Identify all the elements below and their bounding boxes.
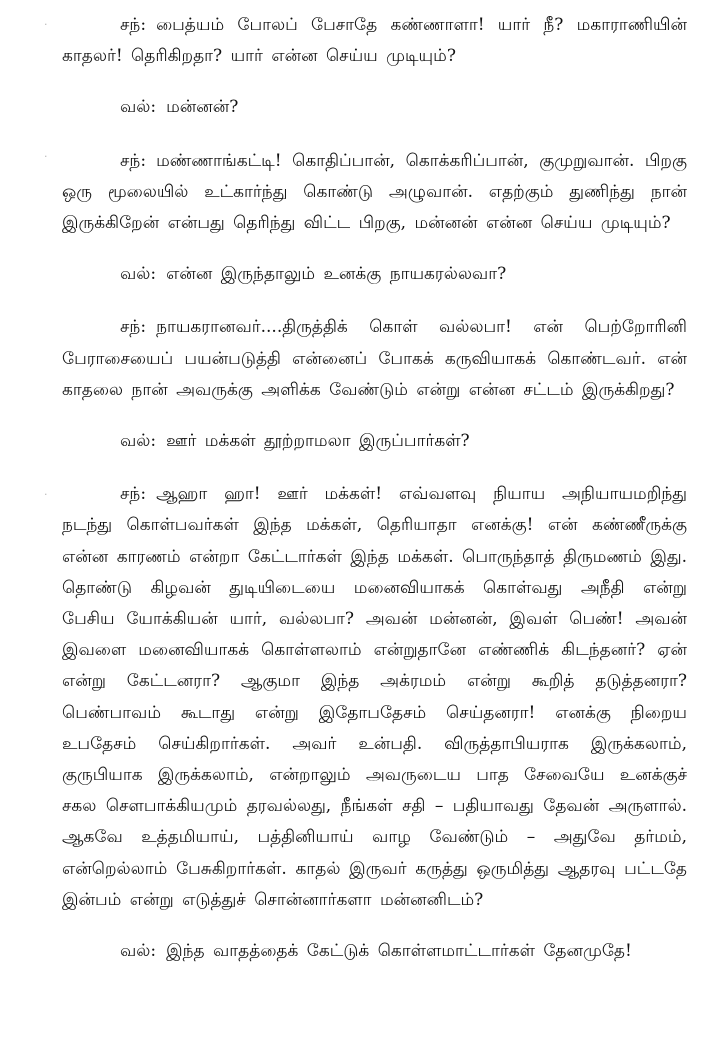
speaker-label: சந்: (120, 317, 147, 338)
speaker-label: சந்: (120, 150, 147, 171)
speaker-label: வல்: (120, 97, 157, 118)
dialogue-line: என்ன இருந்தாலும் உனக்கு நாயகரல்லவா? (166, 264, 507, 285)
dialogue-paragraph (62, 936, 687, 967)
dialogue-paragraph (62, 312, 687, 406)
dialogue-line: இந்த வாதத்தைக் கேட்டுக் கொள்ளமாட்டார்கள் தேனமுதே! (166, 941, 632, 962)
dialogue-paragraph (62, 259, 687, 290)
dialogue-text (62, 10, 687, 987)
dialogue-paragraph (62, 146, 687, 240)
dialogue-paragraph (62, 426, 687, 457)
dialogue-paragraph (62, 92, 687, 123)
dialogue-line: ஆஹா ஹா! ஊர் மக்கள்! எவ்வளவு நியாய அநியாயமறிந்து நடந்து கொள்பவர்கள் இந்த மக்கள், தெரியாதா எனக்கு! என் கண்ணீருக்கு என்ன காரணம் என்றா கேட்டார்கள் இந்த மக்கள். பொருந்தாத் திருமணம் இது. தொண்டு கிழவன் துடியிடையை மனைவியாகக் கொள்வது அநீதி என்று பேசிய யோக்கியன் யார், வல்லபா? அவன் மன்னன், இவள் பெண்! அவன் இவளை மனைவியாகக் கொள்ளலாம் என்றுதானே எண்ணிக் கிடந்தனர்? ஏன் என்று கேட்டனரா? ஆகுமா இந்த அக்ரமம் என்று கூறித் தடுத்தனரா? பெண்பாவம் கூடாது என்று இதோபதேசம் செய்தனரா! எனக்கு நிறைய உபதேசம் செய்கிறார்கள். அவர் உன்பதி. விருத்தாபியராக இருக்கலாம், குருபியாக இருக்கலாம், என்றாலும் அவருடைய பாத சேவையே உனக்குச் சகல சௌபாக்கியமும் தரவல்லது, நீங்கள் சதி – பதியாவது தேவன் அருளால். ஆகவே உத்தமியாய், பத்தினியாய் வாழ வேண்டும் – அதுவே தர்மம், என்றெல்லாம் பேசுகிறார்கள். காதல் இருவர் கருத்து ஒருமித்து ஆதரவு பட்டதே இன்பம் என்று எடுத்துச் சொன்னார்களா மன்னனிடம்? (62, 484, 687, 910)
dialogue-paragraph (62, 479, 687, 916)
dialogue-line: மன்னன்? (166, 97, 239, 118)
dialogue-line: மண்ணாங்கட்டி! கொதிப்பான், கொக்கரிப்பான், குமுறுவான். பிறகு ஒரு மூலையில் உட்கார்ந்து கொண்டு அழுவான். எதற்கும் துணிந்து நான் இருக்கிறேன் என்பது தெரிந்து விட்ட பிறகு, மன்னன் என்ன செய்ய முடியும்? (62, 150, 687, 234)
margin-smudge: · (44, 18, 48, 31)
dialogue-line: ஊர் மக்கள் தூற்றாமலா இருப்பார்கள்? (166, 431, 470, 452)
speaker-label: சந்: (120, 484, 147, 505)
speaker-label: சந்: (120, 15, 147, 35)
dialogue-line: பைத்யம் போலப் பேசாதே கண்ணாளா! யார் நீ? மகாராணியின் காதலர்! தெரிகிறதா? யார் என்ன செய்ய முடியும்? (62, 15, 687, 67)
dialogue-line: நாயகரானவர்....திருத்திக் கொள் வல்லபா! என் பெற்றோரினி பேராசையைப் பயன்படுத்தி என்னைப் போகக் கருவியாகக் கொண்டவர். என் காதலை நான் அவருக்கு அளிக்க வேண்டும் என்று என்ன சட்டம் இருக்கிறது? (62, 317, 687, 400)
margin-smudge: · (44, 488, 48, 501)
speaker-label: வல்: (120, 264, 157, 285)
margin-smudge: · (44, 150, 48, 163)
speaker-label: வல்: (120, 431, 157, 452)
dialogue-paragraph (62, 10, 687, 72)
speaker-label: வல்: (120, 941, 157, 962)
